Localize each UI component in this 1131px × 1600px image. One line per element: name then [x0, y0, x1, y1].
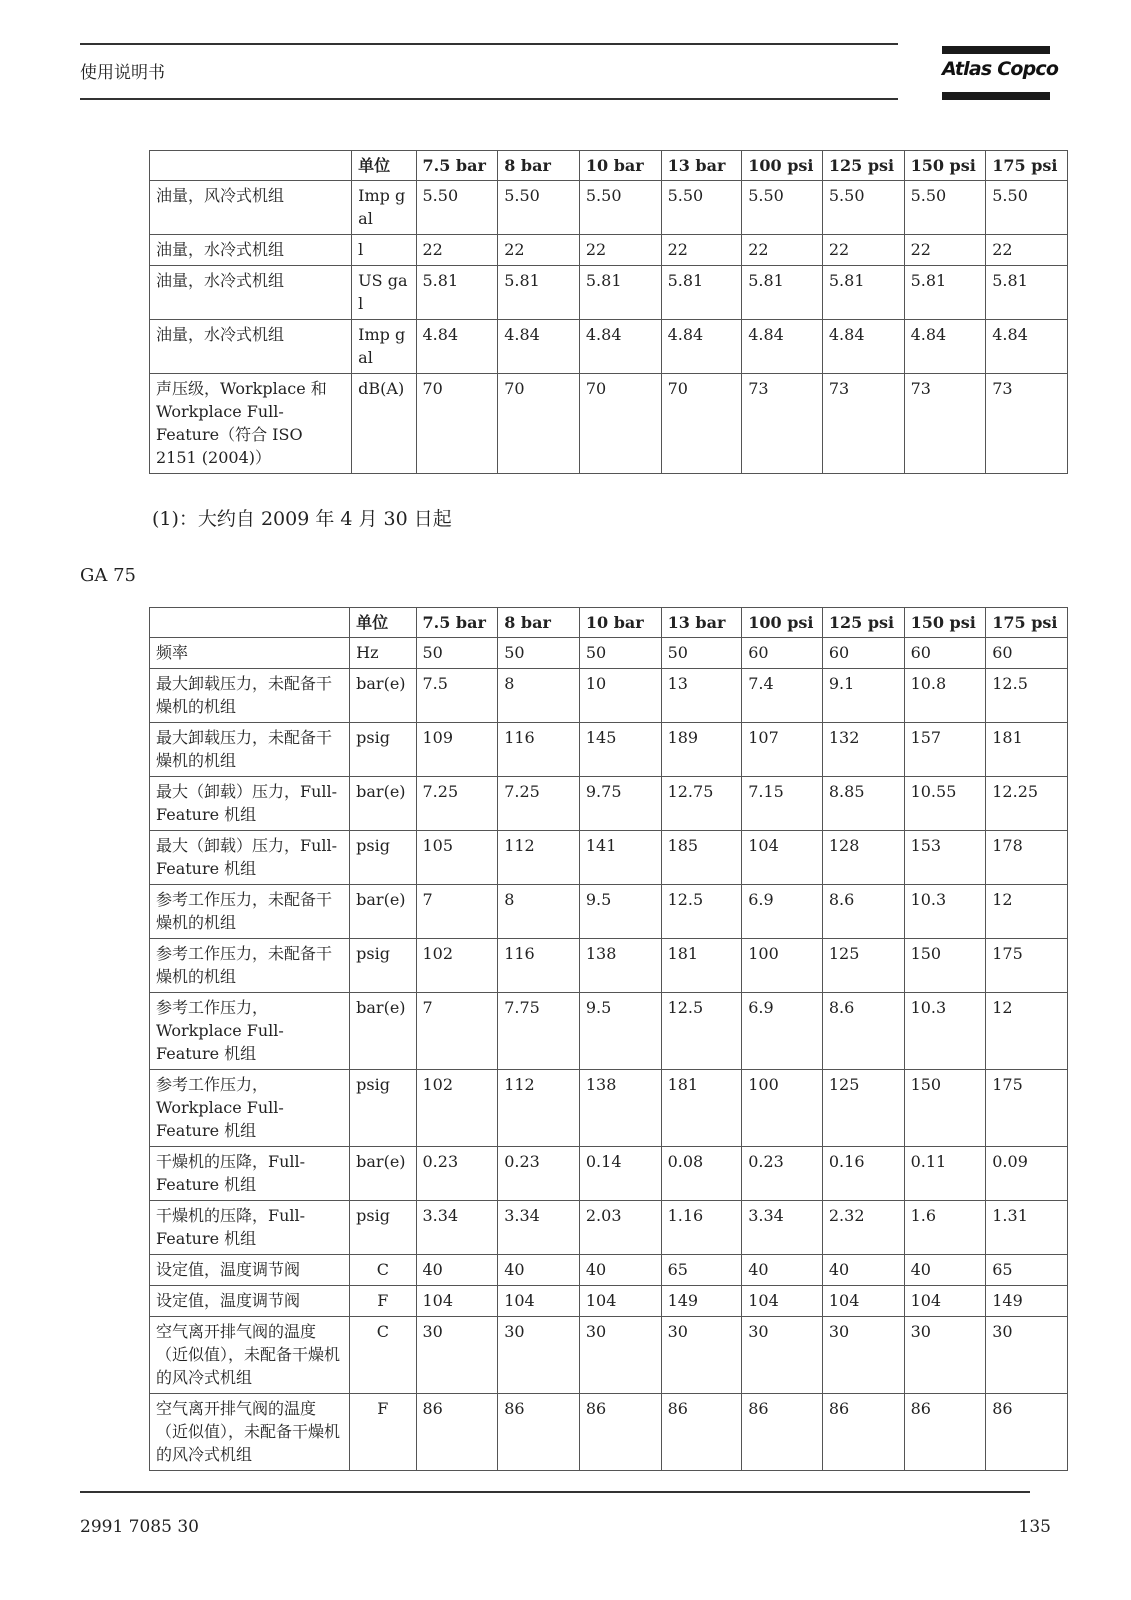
value-cell: 50 — [579, 638, 661, 669]
value-cell: 138 — [579, 1070, 661, 1147]
value-cell: 5.81 — [416, 266, 498, 320]
value-cell: 73 — [986, 374, 1068, 474]
value-cell: 40 — [742, 1255, 823, 1286]
value-cell: 8 — [498, 669, 580, 723]
value-cell: 141 — [579, 831, 661, 885]
value-cell: 10.3 — [904, 993, 986, 1070]
value-cell: 3.34 — [498, 1201, 580, 1255]
value-cell: 102 — [416, 939, 498, 993]
value-cell: 40 — [579, 1255, 661, 1286]
row-label: 参考工作压力，未配备干燥机的机组 — [150, 885, 350, 939]
value-cell: 7.25 — [416, 777, 498, 831]
value-cell: 128 — [822, 831, 904, 885]
value-cell: 0.23 — [498, 1147, 580, 1201]
column-header: 100 psi — [742, 608, 823, 638]
column-header: 10 bar — [579, 151, 661, 181]
value-cell: 8 — [498, 885, 580, 939]
value-cell: 5.50 — [904, 181, 986, 235]
value-cell: 125 — [822, 939, 904, 993]
column-header: 7.5 bar — [416, 608, 498, 638]
value-cell: 86 — [661, 1394, 742, 1471]
value-cell: 10.3 — [904, 885, 986, 939]
atlas-copco-logo — [942, 46, 1059, 100]
value-cell: 5.81 — [742, 266, 823, 320]
value-cell: 1.31 — [986, 1201, 1068, 1255]
value-cell: 8.6 — [822, 885, 904, 939]
unit-cell: F — [350, 1394, 416, 1471]
value-cell: 73 — [742, 374, 823, 474]
column-header: 175 psi — [986, 608, 1068, 638]
table-row — [150, 1255, 1068, 1286]
row-label: 参考工作压力，Workplace Full-Feature 机组 — [150, 993, 350, 1070]
value-cell: 5.50 — [498, 181, 580, 235]
value-cell: 2.03 — [579, 1201, 661, 1255]
value-cell: 150 — [904, 939, 986, 993]
logo-bar-top — [942, 46, 1050, 54]
table-row — [150, 831, 1068, 885]
value-cell: 105 — [416, 831, 498, 885]
table-row — [150, 1070, 1068, 1147]
unit-cell: psig — [350, 723, 416, 777]
value-cell: 7.5 — [416, 669, 498, 723]
row-label: 油量，风冷式机组 — [150, 181, 352, 235]
unit-cell: bar(e) — [350, 1147, 416, 1201]
value-cell: 4.84 — [579, 320, 661, 374]
spec-table-1-body — [150, 181, 1068, 474]
table-row — [150, 669, 1068, 723]
value-cell: 22 — [661, 235, 742, 266]
value-cell: 5.50 — [822, 181, 904, 235]
value-cell: 104 — [822, 1286, 904, 1317]
unit-cell: dB(A) — [352, 374, 416, 474]
value-cell: 0.11 — [904, 1147, 986, 1201]
value-cell: 86 — [904, 1394, 986, 1471]
unit-cell: bar(e) — [350, 669, 416, 723]
unit-cell: Imp gal — [352, 320, 416, 374]
value-cell: 4.84 — [822, 320, 904, 374]
value-cell: 3.34 — [416, 1201, 498, 1255]
value-cell: 86 — [498, 1394, 580, 1471]
logo-bar-bottom — [942, 92, 1050, 100]
header-blank-cell — [150, 608, 350, 638]
value-cell: 50 — [661, 638, 742, 669]
value-cell: 70 — [416, 374, 498, 474]
header-title: 使用说明书 — [80, 63, 165, 83]
value-cell: 40 — [822, 1255, 904, 1286]
value-cell: 70 — [579, 374, 661, 474]
table-header-row — [150, 608, 1068, 638]
value-cell: 104 — [742, 831, 823, 885]
table-row — [150, 374, 1068, 474]
value-cell: 100 — [742, 939, 823, 993]
row-label: 空气离开排气阀的温度（近似值），未配备干燥机的风冷式机组 — [150, 1394, 350, 1471]
value-cell: 181 — [661, 1070, 742, 1147]
value-cell: 100 — [742, 1070, 823, 1147]
table-row — [150, 1201, 1068, 1255]
value-cell: 9.1 — [822, 669, 904, 723]
column-header: 7.5 bar — [416, 151, 498, 181]
value-cell: 175 — [986, 939, 1068, 993]
value-cell: 30 — [661, 1317, 742, 1394]
value-cell: 22 — [416, 235, 498, 266]
row-label: 最大卸载压力，未配备干燥机的机组 — [150, 723, 350, 777]
spec-table-1 — [149, 150, 1068, 474]
value-cell: 150 — [904, 1070, 986, 1147]
value-cell: 10.55 — [904, 777, 986, 831]
unit-cell: psig — [350, 831, 416, 885]
unit-cell: l — [352, 235, 416, 266]
value-cell: 9.5 — [579, 993, 661, 1070]
value-cell: 9.5 — [579, 885, 661, 939]
row-label: 频率 — [150, 638, 350, 669]
logo-wordmark: Atlas Copco — [942, 58, 1059, 80]
unit-cell: F — [350, 1286, 416, 1317]
value-cell: 153 — [904, 831, 986, 885]
value-cell: 70 — [661, 374, 742, 474]
header-top-rule — [80, 43, 898, 45]
value-cell: 7.4 — [742, 669, 823, 723]
value-cell: 5.50 — [742, 181, 823, 235]
column-header: 100 psi — [742, 151, 823, 181]
footnote: (1)：大约自 2009 年 4 月 30 日起 — [152, 508, 452, 530]
column-header: 125 psi — [822, 151, 904, 181]
table-row — [150, 1317, 1068, 1394]
value-cell: 50 — [416, 638, 498, 669]
row-label: 干燥机的压降，Full-Feature 机组 — [150, 1201, 350, 1255]
value-cell: 4.84 — [742, 320, 823, 374]
table-row — [150, 939, 1068, 993]
row-label: 声压级，Workplace 和 Workplace Full-Feature（符合 ISO 2151 (2004)） — [150, 374, 352, 474]
value-cell: 65 — [986, 1255, 1068, 1286]
value-cell: 30 — [416, 1317, 498, 1394]
row-label: 参考工作压力，Workplace Full-Feature 机组 — [150, 1070, 350, 1147]
value-cell: 60 — [742, 638, 823, 669]
value-cell: 40 — [904, 1255, 986, 1286]
value-cell: 5.81 — [498, 266, 580, 320]
unit-cell: Hz — [350, 638, 416, 669]
value-cell: 5.81 — [904, 266, 986, 320]
row-label: 最大（卸载）压力，Full-Feature 机组 — [150, 777, 350, 831]
unit-cell: bar(e) — [350, 885, 416, 939]
value-cell: 4.84 — [661, 320, 742, 374]
section-title: GA 75 — [80, 565, 137, 586]
value-cell: 8.85 — [822, 777, 904, 831]
value-cell: 10 — [579, 669, 661, 723]
value-cell: 0.23 — [742, 1147, 823, 1201]
value-cell: 6.9 — [742, 885, 823, 939]
spec-table-1-header — [150, 151, 1068, 181]
value-cell: 112 — [498, 831, 580, 885]
table-row — [150, 235, 1068, 266]
value-cell: 5.81 — [986, 266, 1068, 320]
value-cell: 65 — [661, 1255, 742, 1286]
value-cell: 12.25 — [986, 777, 1068, 831]
value-cell: 70 — [498, 374, 580, 474]
table-header-row — [150, 151, 1068, 181]
value-cell: 5.50 — [986, 181, 1068, 235]
value-cell: 6.9 — [742, 993, 823, 1070]
value-cell: 102 — [416, 1070, 498, 1147]
value-cell: 4.84 — [904, 320, 986, 374]
value-cell: 30 — [904, 1317, 986, 1394]
value-cell: 104 — [742, 1286, 823, 1317]
value-cell: 12.5 — [661, 993, 742, 1070]
value-cell: 104 — [579, 1286, 661, 1317]
value-cell: 189 — [661, 723, 742, 777]
value-cell: 109 — [416, 723, 498, 777]
value-cell: 0.14 — [579, 1147, 661, 1201]
column-header: 150 psi — [904, 151, 986, 181]
value-cell: 0.23 — [416, 1147, 498, 1201]
row-label: 设定值，温度调节阀 — [150, 1286, 350, 1317]
value-cell: 4.84 — [416, 320, 498, 374]
value-cell: 40 — [416, 1255, 498, 1286]
doc-number: 2991 7085 30 — [80, 1517, 199, 1537]
value-cell: 13 — [661, 669, 742, 723]
value-cell: 12.75 — [661, 777, 742, 831]
row-label: 油量，水冷式机组 — [150, 235, 352, 266]
value-cell: 116 — [498, 939, 580, 993]
value-cell: 4.84 — [986, 320, 1068, 374]
value-cell: 5.81 — [661, 266, 742, 320]
value-cell: 50 — [498, 638, 580, 669]
value-cell: 5.50 — [579, 181, 661, 235]
value-cell: 22 — [986, 235, 1068, 266]
unit-cell: C — [350, 1255, 416, 1286]
value-cell: 1.6 — [904, 1201, 986, 1255]
value-cell: 7 — [416, 885, 498, 939]
value-cell: 40 — [498, 1255, 580, 1286]
value-cell: 60 — [822, 638, 904, 669]
value-cell: 30 — [498, 1317, 580, 1394]
column-header: 13 bar — [661, 608, 742, 638]
spec-table-2 — [149, 607, 1068, 1471]
value-cell: 104 — [904, 1286, 986, 1317]
value-cell: 0.08 — [661, 1147, 742, 1201]
unit-cell: C — [350, 1317, 416, 1394]
unit-cell: bar(e) — [350, 777, 416, 831]
value-cell: 22 — [904, 235, 986, 266]
table-row — [150, 320, 1068, 374]
value-cell: 5.81 — [822, 266, 904, 320]
column-header: 10 bar — [579, 608, 661, 638]
value-cell: 5.81 — [579, 266, 661, 320]
value-cell: 86 — [822, 1394, 904, 1471]
column-header: 8 bar — [498, 151, 580, 181]
value-cell: 60 — [904, 638, 986, 669]
value-cell: 5.50 — [661, 181, 742, 235]
value-cell: 149 — [661, 1286, 742, 1317]
table-row — [150, 993, 1068, 1070]
value-cell: 149 — [986, 1286, 1068, 1317]
table-row — [150, 1147, 1068, 1201]
value-cell: 12.5 — [661, 885, 742, 939]
value-cell: 175 — [986, 1070, 1068, 1147]
row-label: 油量，水冷式机组 — [150, 320, 352, 374]
value-cell: 30 — [986, 1317, 1068, 1394]
value-cell: 30 — [822, 1317, 904, 1394]
row-label: 干燥机的压降，Full-Feature 机组 — [150, 1147, 350, 1201]
value-cell: 86 — [416, 1394, 498, 1471]
column-header: 单位 — [352, 151, 416, 181]
table-row — [150, 723, 1068, 777]
spec-table-2-body — [150, 638, 1068, 1471]
unit-cell: US gal — [352, 266, 416, 320]
page-number: 135 — [1018, 1517, 1051, 1537]
table-row — [150, 181, 1068, 235]
row-label: 最大卸载压力，未配备干燥机的机组 — [150, 669, 350, 723]
value-cell: 112 — [498, 1070, 580, 1147]
value-cell: 104 — [416, 1286, 498, 1317]
value-cell: 86 — [579, 1394, 661, 1471]
value-cell: 86 — [742, 1394, 823, 1471]
value-cell: 181 — [661, 939, 742, 993]
value-cell: 7.15 — [742, 777, 823, 831]
row-label: 最大（卸载）压力，Full-Feature 机组 — [150, 831, 350, 885]
value-cell: 73 — [822, 374, 904, 474]
table-row — [150, 1286, 1068, 1317]
value-cell: 138 — [579, 939, 661, 993]
value-cell: 0.09 — [986, 1147, 1068, 1201]
value-cell: 132 — [822, 723, 904, 777]
column-header: 8 bar — [498, 608, 580, 638]
value-cell: 104 — [498, 1286, 580, 1317]
value-cell: 107 — [742, 723, 823, 777]
header-bottom-rule — [80, 98, 898, 100]
column-header: 单位 — [350, 608, 416, 638]
unit-cell: psig — [350, 1070, 416, 1147]
value-cell: 22 — [822, 235, 904, 266]
value-cell: 0.16 — [822, 1147, 904, 1201]
table-row — [150, 1394, 1068, 1471]
row-label: 设定值，温度调节阀 — [150, 1255, 350, 1286]
value-cell: 157 — [904, 723, 986, 777]
value-cell: 1.16 — [661, 1201, 742, 1255]
value-cell: 30 — [742, 1317, 823, 1394]
table-row — [150, 266, 1068, 320]
value-cell: 7 — [416, 993, 498, 1070]
value-cell: 2.32 — [822, 1201, 904, 1255]
row-label: 参考工作压力，未配备干燥机的机组 — [150, 939, 350, 993]
value-cell: 10.8 — [904, 669, 986, 723]
column-header: 175 psi — [986, 151, 1068, 181]
value-cell: 8.6 — [822, 993, 904, 1070]
value-cell: 9.75 — [579, 777, 661, 831]
unit-cell: bar(e) — [350, 993, 416, 1070]
value-cell: 145 — [579, 723, 661, 777]
value-cell: 125 — [822, 1070, 904, 1147]
row-label: 空气离开排气阀的温度（近似值），未配备干燥机的风冷式机组 — [150, 1317, 350, 1394]
value-cell: 22 — [742, 235, 823, 266]
column-header: 13 bar — [661, 151, 742, 181]
value-cell: 12 — [986, 993, 1068, 1070]
value-cell: 7.75 — [498, 993, 580, 1070]
unit-cell: Imp gal — [352, 181, 416, 235]
row-label: 油量，水冷式机组 — [150, 266, 352, 320]
value-cell: 30 — [579, 1317, 661, 1394]
value-cell: 73 — [904, 374, 986, 474]
value-cell: 22 — [498, 235, 580, 266]
footer-rule — [80, 1491, 1030, 1493]
spec-table-2-header — [150, 608, 1068, 638]
value-cell: 12 — [986, 885, 1068, 939]
value-cell: 181 — [986, 723, 1068, 777]
value-cell: 4.84 — [498, 320, 580, 374]
value-cell: 3.34 — [742, 1201, 823, 1255]
table-row — [150, 638, 1068, 669]
unit-cell: psig — [350, 939, 416, 993]
unit-cell: psig — [350, 1201, 416, 1255]
value-cell: 116 — [498, 723, 580, 777]
value-cell: 22 — [579, 235, 661, 266]
value-cell: 185 — [661, 831, 742, 885]
value-cell: 60 — [986, 638, 1068, 669]
column-header: 150 psi — [904, 608, 986, 638]
value-cell: 86 — [986, 1394, 1068, 1471]
value-cell: 12.5 — [986, 669, 1068, 723]
table-row — [150, 885, 1068, 939]
value-cell: 7.25 — [498, 777, 580, 831]
value-cell: 5.50 — [416, 181, 498, 235]
value-cell: 178 — [986, 831, 1068, 885]
column-header: 125 psi — [822, 608, 904, 638]
table-row — [150, 777, 1068, 831]
header-blank-cell — [150, 151, 352, 181]
